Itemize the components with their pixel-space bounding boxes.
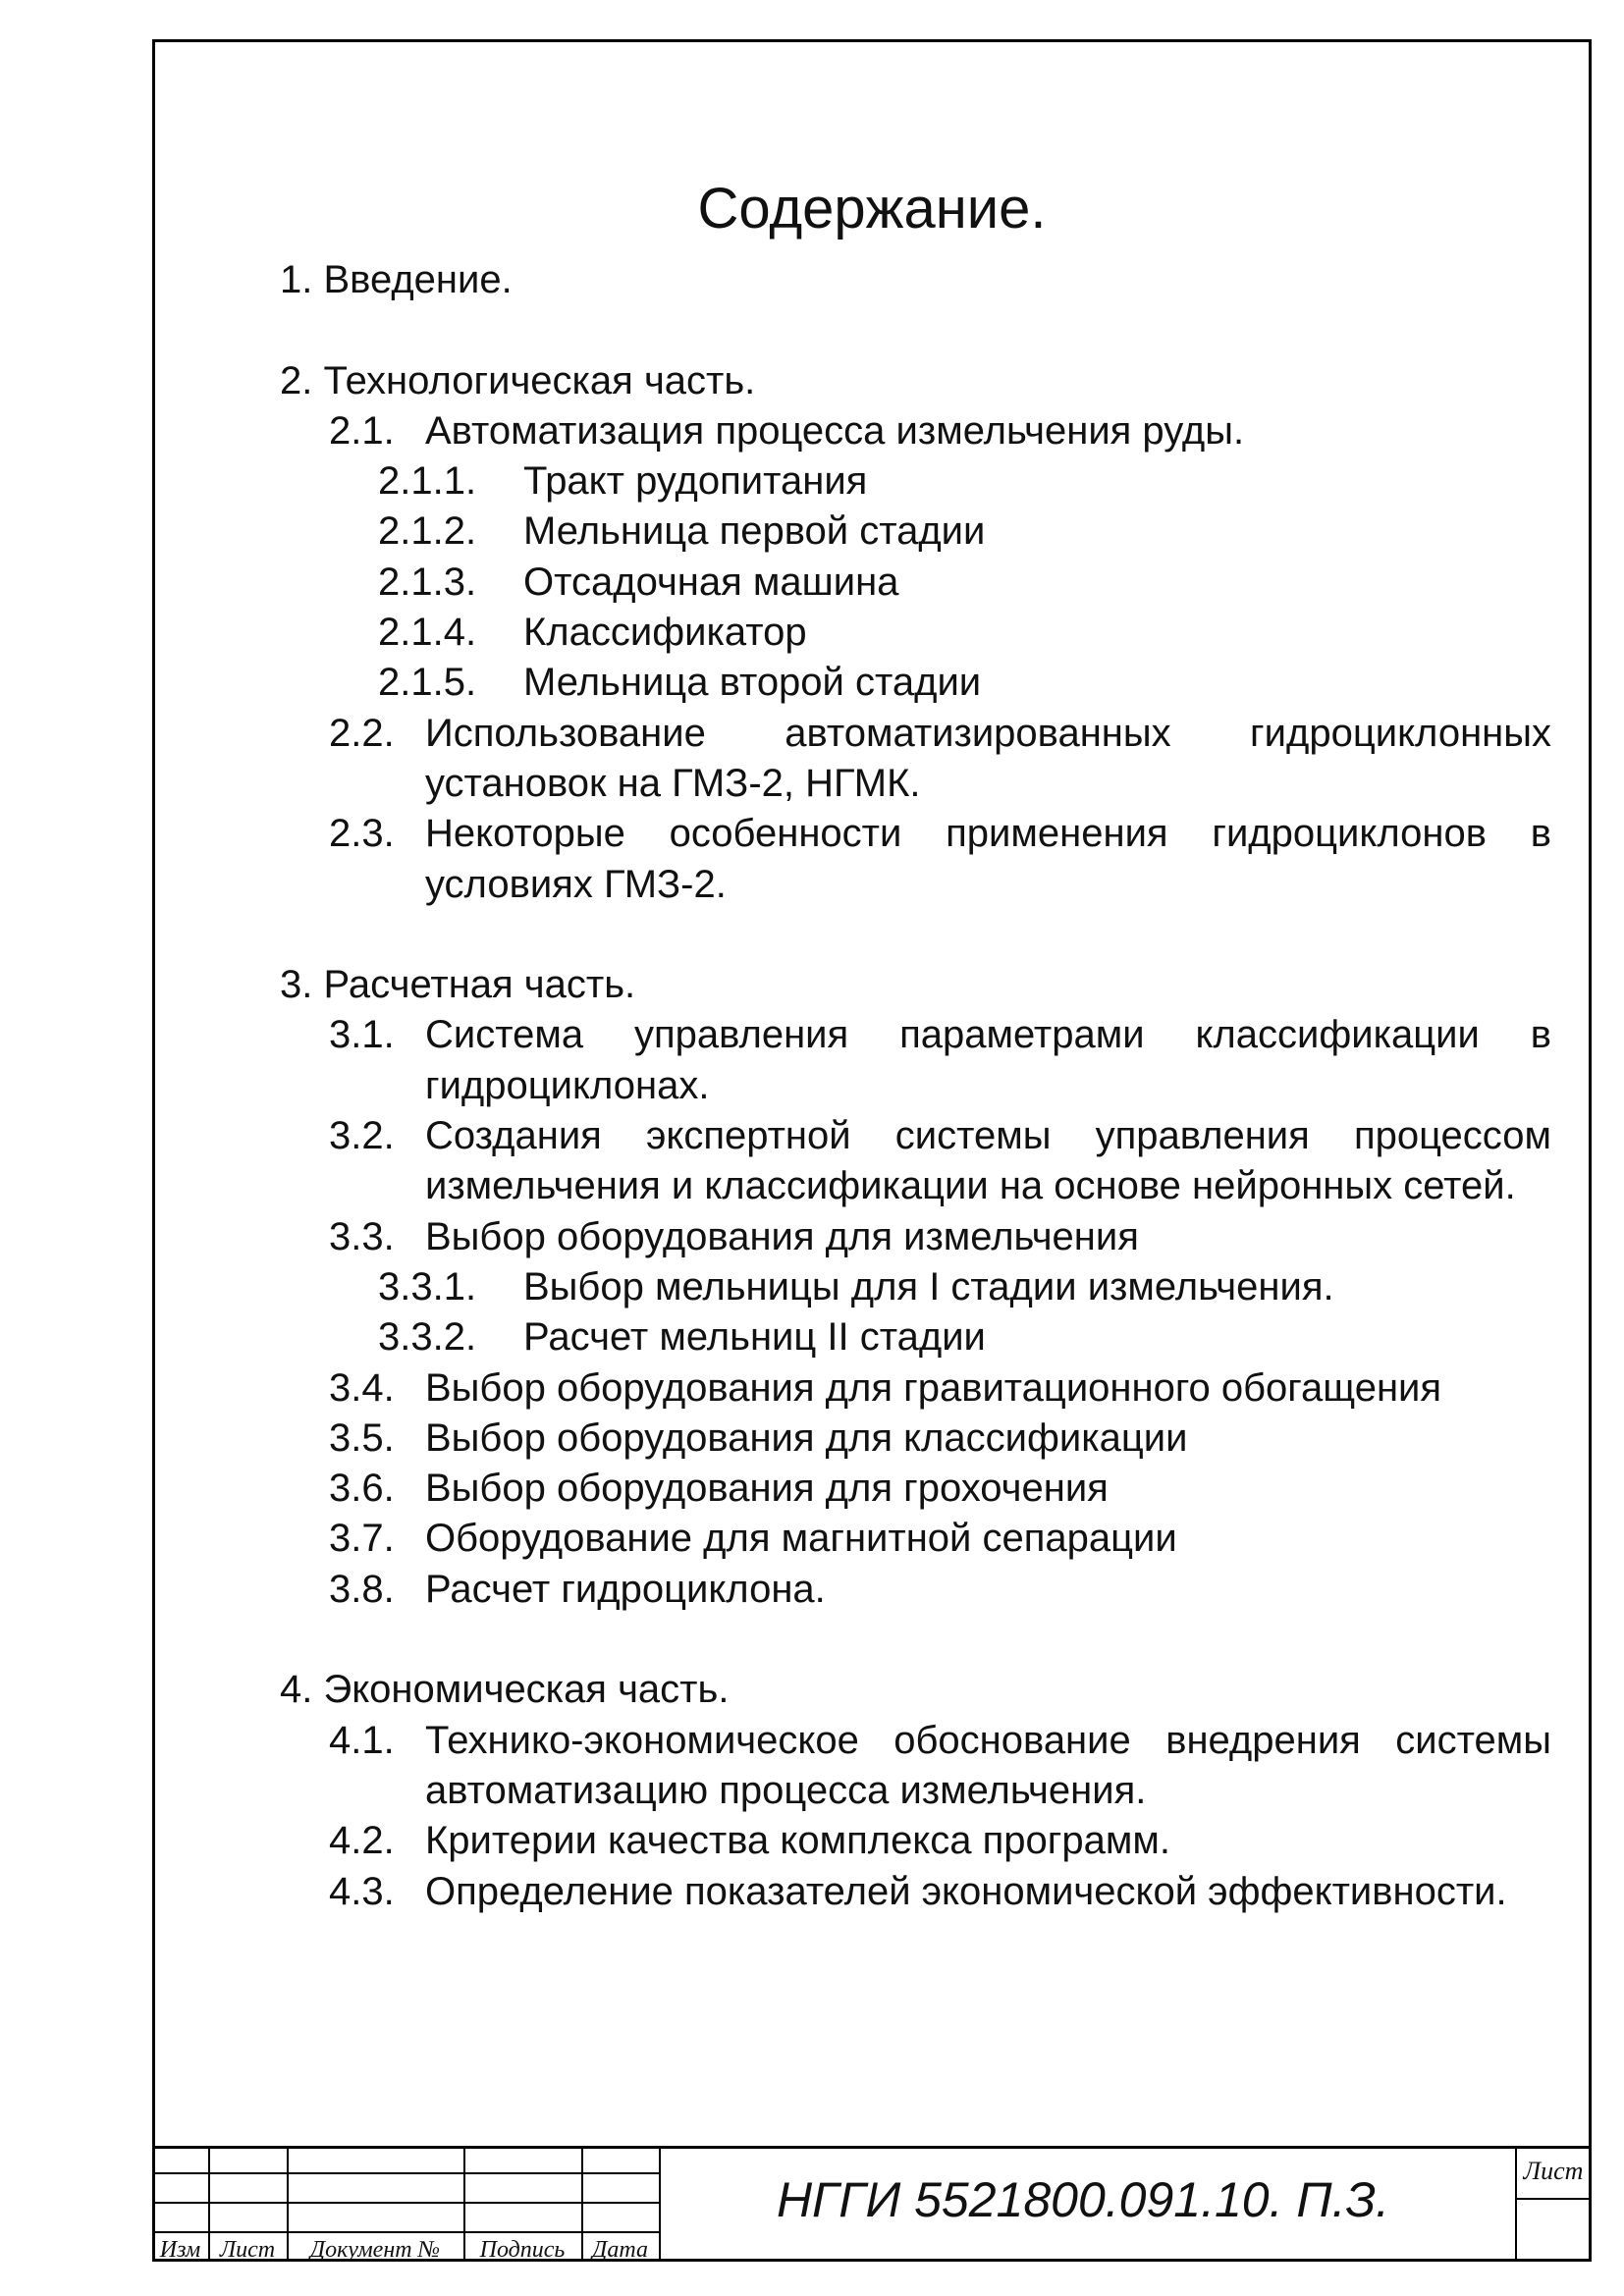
toc-item-number: 2.3. [329,812,395,856]
toc-item-number: 3.3.2. [378,1315,477,1360]
toc-item-2-1-1 [280,456,1551,507]
toc-item-number: 3.7. [329,1517,395,1561]
toc-item-2-1-5 [280,658,1551,708]
toc-item-3-6 [280,1464,1551,1514]
toc-section-4-text: 4. Экономическая часть. [280,1668,730,1712]
col-label-document: Документ № [309,2237,441,2263]
title-block [152,2146,1592,2262]
toc-item-number: 2.1.4. [378,611,477,655]
toc-item-number: 4.2. [329,1819,395,1863]
page-title: Содержание. [697,177,1047,240]
toc-item-number: 3.3.1. [378,1264,477,1308]
toc-item-number: 3.8. [329,1567,395,1611]
toc-item-3-4 [280,1363,1551,1414]
toc-item-number: 3.4. [329,1365,395,1410]
toc-item-2-1 [280,406,1551,456]
toc-item-3-7 [280,1514,1551,1564]
document-code: НГГИ 5521800.091.10. П.З. [776,2172,1390,2227]
toc-item-number: 4.3. [329,1869,395,1913]
toc-section-1 [280,255,1551,305]
toc-item-number: 3.1. [329,1013,395,1057]
toc-item-3-8 [280,1565,1551,1615]
toc-item-text: Создания экспертной системы управления процессом измельчения и классификации на основе нейронных сетей. [425,1114,1551,1208]
toc-item-4-3 [280,1867,1551,1917]
toc-item-number: 2.1.5. [378,661,477,705]
toc-item-text: Выбор оборудования для классификации [425,1415,1188,1460]
toc-item-text: Система управления параметрами классификации в гидроциклонах. [425,1013,1551,1107]
col-label-izm: Изм [159,2237,201,2263]
toc-item-text: Автоматизация процесса измельчения руды. [425,408,1245,453]
toc-item-number: 3.6. [329,1467,395,1511]
toc-item-text: Расчет гидроциклона. [425,1567,826,1611]
toc-item-text: Определение показателей экономической эффективности. [425,1869,1507,1913]
toc-item-2-1-3 [280,558,1551,608]
col-label-signature: Подпись [479,2237,566,2263]
toc-section-4 [280,1665,1551,1715]
toc-section-3-text: 3. Расчетная часть. [280,963,636,1007]
col-label-list: Лист [219,2237,276,2263]
toc-item-text: Классификатор [523,611,807,655]
toc-item-text: Отсадочная машина [523,560,899,604]
toc-item-number: 2.1.2. [378,509,477,554]
toc-item-4-2 [280,1816,1551,1866]
toc-item-3-1 [280,1010,1551,1111]
toc-section-1-text: 1. Введение. [280,258,513,301]
toc-item-number: 2.1.1. [378,459,477,504]
toc-item-text: Критерии качества комплекса программ. [425,1819,1170,1863]
toc-item-text: Мельница второй стадии [523,661,982,705]
toc-item-text: Расчет мельниц II стадии [523,1315,986,1360]
toc-item-text: Выбор мельницы для I стадии измельчения. [523,1264,1334,1308]
toc-section-3 [280,960,1551,1010]
toc-item-text: Некоторые особенности применения гидроциклонов в условиях ГМЗ-2. [425,812,1551,906]
toc-item-number: 3.2. [329,1114,395,1158]
toc-item-2-3 [280,809,1551,910]
toc-item-text: Выбор оборудования для измельчения [425,1214,1139,1258]
toc-item-2-1-4 [280,608,1551,658]
toc-item-3-3 [280,1212,1551,1262]
toc-item-number: 2.1.3. [378,560,477,604]
sheet-label: Лист [1523,2157,1584,2185]
toc-item-number: 3.3. [329,1214,395,1258]
toc-item-3-3-2 [280,1312,1551,1362]
toc-item-3-2 [280,1111,1551,1212]
toc-item-text: Мельница первой стадии [523,509,986,554]
col-label-date: Дата [592,2237,648,2263]
toc-item-text: Технико-экономическое обоснование внедрения системы автоматизацию процесса измельчения. [425,1718,1551,1812]
table-of-contents [280,255,1551,1917]
toc-item-text: Использование автоматизированных гидроциклонных установок на ГМЗ-2, НГМК. [425,711,1551,805]
toc-item-number: 2.1. [329,408,395,453]
toc-item-text: Тракт рудопитания [523,459,868,504]
toc-item-number: 4.1. [329,1718,395,1762]
toc-item-text: Выбор оборудования для гравитационного обогащения [425,1365,1442,1410]
toc-section-2-text: 2. Технологическая часть. [280,358,756,402]
toc-item-3-5 [280,1414,1551,1464]
toc-item-4-1 [280,1716,1551,1817]
toc-item-number: 3.5. [329,1415,395,1460]
toc-item-text: Оборудование для магнитной сепарации [425,1517,1177,1561]
toc-item-2-2 [280,709,1551,810]
toc-section-2 [280,356,1551,406]
toc-item-2-1-2 [280,507,1551,557]
toc-item-text: Выбор оборудования для грохочения [425,1467,1109,1511]
toc-item-3-3-1 [280,1262,1551,1312]
toc-item-number: 2.2. [329,711,395,755]
